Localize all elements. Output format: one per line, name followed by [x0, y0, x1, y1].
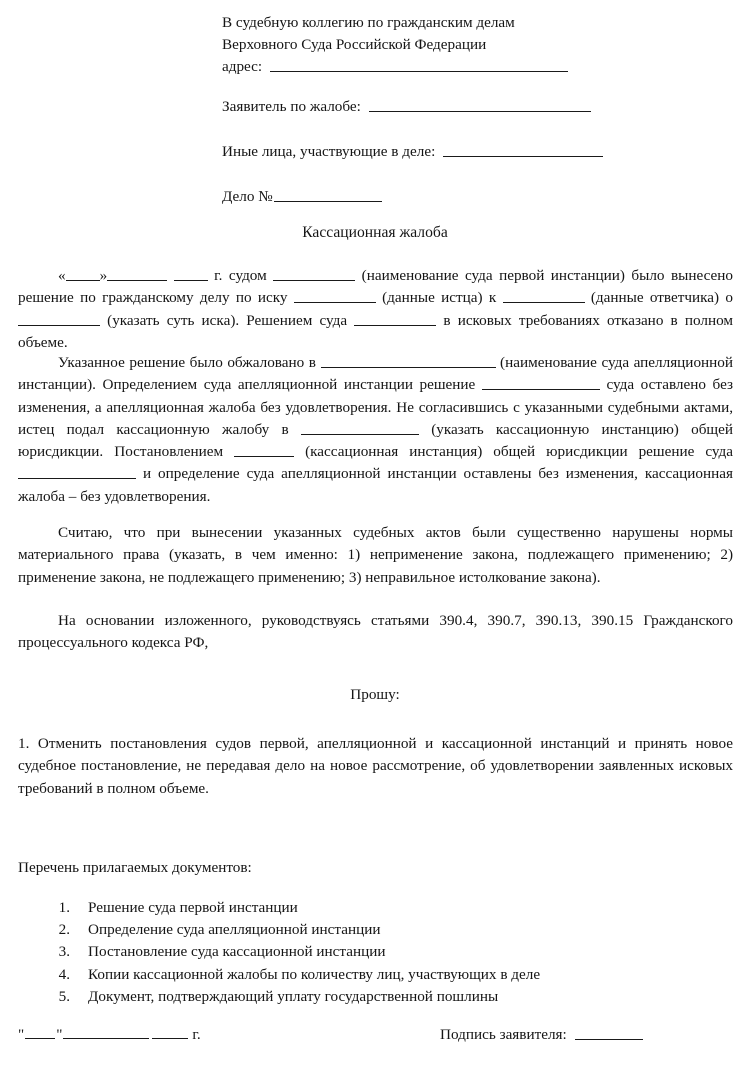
- date-quote-open: ": [18, 1026, 25, 1043]
- quote-close: »: [99, 267, 108, 284]
- list-item-label: Постановление суда кассационной инстанции: [88, 943, 386, 961]
- case-number-label: Дело №: [222, 188, 273, 205]
- address-blank[interactable]: [270, 58, 568, 72]
- date-quote-close: ": [56, 1026, 63, 1043]
- footer-date-row: [18, 1024, 201, 1046]
- p2-t6: и определение суда апелляционной инстанции оставлены без изменения, кассационная жалоба – без удовлетворения.: [18, 465, 733, 505]
- list-item-number: 4.: [58, 965, 70, 983]
- p1-t3: (данные истца) к: [375, 289, 503, 307]
- applicant-label: Заявитель по жалобе:: [222, 98, 361, 115]
- address-field-row: [222, 56, 568, 78]
- address-label: адрес:: [222, 58, 263, 75]
- attachments-list: [18, 897, 718, 1008]
- month-blank[interactable]: [107, 268, 167, 281]
- applicant-field-row: [222, 96, 591, 118]
- signature-label: Подпись заявителя:: [440, 1026, 567, 1043]
- list-item-label: Копии кассационной жалобы по количеству лиц, участвующих в деле: [88, 965, 541, 983]
- appeal-decision-blank[interactable]: [482, 377, 600, 390]
- p2-t1: Указанное решение было обжаловано в: [58, 354, 321, 371]
- court-decision-blank[interactable]: [18, 466, 136, 479]
- list-item-number: 5.: [58, 987, 70, 1005]
- defendant-blank[interactable]: [503, 290, 585, 303]
- case-number-blank[interactable]: [274, 188, 382, 202]
- p1-t6: в исковых требованиях отказано в полном объеме.: [18, 311, 733, 351]
- court-name-blank[interactable]: [273, 268, 355, 281]
- request-heading: Прошу:: [350, 686, 400, 703]
- quote-open: «: [58, 267, 66, 284]
- paragraph-appeal-history-text: [18, 352, 733, 508]
- year-blank[interactable]: [174, 268, 208, 281]
- list-item: [18, 941, 718, 963]
- other-persons-field-row: [222, 141, 603, 163]
- plaintiff-blank[interactable]: [294, 290, 376, 303]
- addressee-block: [222, 12, 682, 56]
- list-item-number: 2.: [58, 921, 70, 939]
- cassation-ruling-blank[interactable]: [234, 444, 294, 457]
- paragraph-violations: [18, 522, 733, 589]
- p1-t5: (указать суть иска). Решением суда: [100, 311, 355, 329]
- list-item-label: Решение суда первой инстанции: [88, 899, 298, 916]
- appeal-court-blank[interactable]: [321, 355, 496, 368]
- attachments-title: Перечень прилагаемых документов:: [18, 859, 252, 876]
- list-item: [18, 897, 718, 919]
- request-item: 1. Отменить постановления судов первой, апелляционной и кассационной инстанций и принять новое судебное постановление, не передавая дело на новое рассмотрение, об удовлетворении заявленных исковых требований в полном объеме.: [18, 735, 733, 797]
- cassation-court-blank[interactable]: [301, 422, 419, 435]
- claim-subject-blank[interactable]: [18, 313, 100, 326]
- footer-year-blank[interactable]: [152, 1025, 188, 1039]
- paragraph-violations-text: Считаю, что при вынесении указанных судебных актов были существенно нарушены нормы материального права (указать, в чем именно: 1) неприменение закона, подлежащего применению; 2) применение закона, не подлежащего применению; 3) неправильное истолкование закона).: [18, 524, 733, 586]
- list-item: [18, 986, 718, 1008]
- list-item-number: 1.: [58, 899, 70, 916]
- paragraph-intro: [18, 265, 733, 354]
- signature-blank[interactable]: [575, 1026, 643, 1040]
- other-persons-blank[interactable]: [443, 143, 603, 157]
- p1-t4: (данные ответчика) о: [584, 289, 733, 307]
- p1-t2: (наименование суда первой инстанции) было вынесено решение по гражданскому делу по иску: [18, 267, 733, 307]
- p1-t1: г. судом: [207, 267, 274, 284]
- document-title: Кассационная жалоба: [302, 224, 448, 241]
- day-blank[interactable]: [66, 268, 100, 281]
- paragraph-legal-basis: [18, 610, 733, 655]
- footer-month-blank[interactable]: [63, 1025, 149, 1039]
- p2-t3: суда оставлено без изменения, а апелляционная жалоба без удовлетворения. Не согласившись с указанными судебными актами, истец подал кассационную жалобу в: [18, 376, 733, 438]
- footer-year-suffix: г.: [192, 1026, 201, 1043]
- footer-signature-row: [440, 1024, 643, 1046]
- footer-day-blank[interactable]: [25, 1025, 55, 1039]
- case-number-field-row: [222, 186, 382, 208]
- decision-blank[interactable]: [354, 313, 436, 326]
- paragraph-legal-basis-text: На основании изложенного, руководствуясь статьями 390.4, 390.7, 390.13, 390.15 Гражданского процессуального кодекса РФ,: [18, 612, 733, 652]
- paragraph-appeal-history: [18, 352, 733, 508]
- applicant-blank[interactable]: [369, 98, 591, 112]
- list-item-label: Документ, подтверждающий уплату государственной пошлины: [88, 987, 499, 1005]
- addressee-line-1: В судебную коллегию по гражданским делам: [222, 14, 515, 31]
- other-persons-label: Иные лица, участвующие в деле:: [222, 143, 436, 160]
- list-item: [18, 964, 718, 986]
- list-item-number: 3.: [58, 943, 70, 961]
- p2-t4: (указать кассационную инстанцию) общей юрисдикции. Постановлением: [18, 420, 733, 461]
- paragraph-intro-text: [18, 265, 733, 354]
- list-item: [18, 919, 718, 941]
- addressee-line-2: Верховного Суда Российской Федерации: [222, 36, 487, 53]
- p2-t5: (кассационная инстанция) общей юрисдикции решение суда: [294, 443, 733, 461]
- p2-t2: (наименование суда апелляционной инстанции). Определением суда апелляционной инстанции решение: [18, 354, 734, 394]
- list-item-label: Определение суда апелляционной инстанции: [88, 921, 381, 939]
